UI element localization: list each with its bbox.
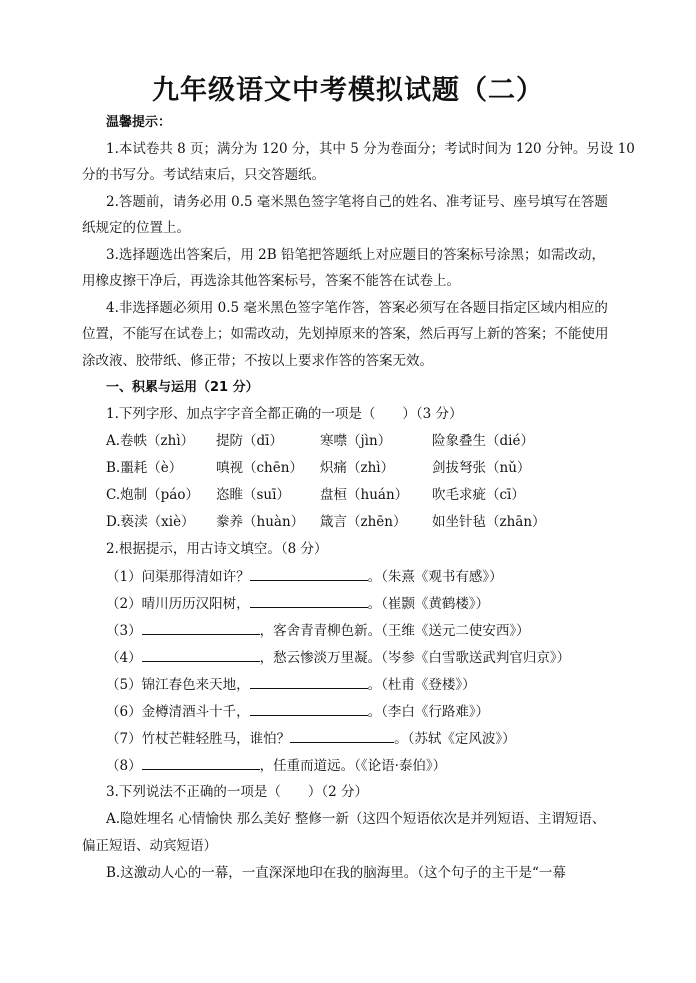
answer-blank[interactable] xyxy=(142,756,260,770)
answer-blank[interactable] xyxy=(250,567,368,581)
tips-line: 1.本试卷共 8 页；满分为 120 分，其中 5 分为卷面分；考试时间为 120 分钟。另设 10 xyxy=(106,141,635,157)
fill-item: （4） ，愁云惨淡万里凝。（岑参《白雪歌送武判官归京》） xyxy=(106,650,571,666)
answer-blank[interactable] xyxy=(142,648,260,662)
fill-item: （7）竹杖芒鞋轻胜马，谁怕？ 。（苏轼《定风波》） xyxy=(106,731,516,747)
q3-line: A.隐姓埋名 心情愉快 那么美好 整修一新（这四个短语依次是并列短语、主谓短语、 xyxy=(106,811,606,827)
page-title: 九年级语文中考模拟试题（二） xyxy=(152,75,544,106)
section-heading: 一、积累与运用（21 分） xyxy=(106,380,259,395)
answer-blank[interactable] xyxy=(250,702,368,716)
tips-line: 3.选择题选出答案后，用 2B 铅笔把答题纸上对应题目的答案标号涂黑；如需改动， xyxy=(106,247,605,263)
fill-item: （1）问渠那得清如许？ 。（朱熹《观书有感》） xyxy=(106,569,503,585)
option-b-3: 炽痛（zhì） xyxy=(320,460,395,476)
q3-line: B.这激动人心的一幕，一直深深地印在我的脑海里。（这个句子的主干是“一幕 xyxy=(106,865,566,881)
option-c-4: 吹毛求疵（cī） xyxy=(432,487,525,503)
option-a-3: 寒噤（jìn） xyxy=(320,433,392,449)
question-3-stem: 3.下列说法不正确的一项是（ ）（2 分） xyxy=(106,784,369,800)
fill-item: （2）晴川历历汉阳树， 。（崔颢《黄鹤楼》） xyxy=(106,596,490,612)
tips-line: 4.非选择题必须用 0.5 毫米黑色签字笔作答，答案必须写在各题目指定区域内相应的 xyxy=(106,300,608,316)
tips-heading: 温馨提示： xyxy=(106,115,172,130)
option-d-3: 箴言（zhēn） xyxy=(320,514,407,530)
option-a-1: A.卷帙（zhì） xyxy=(106,433,195,449)
option-c-1: C.炮制（páo） xyxy=(106,487,199,503)
tips-line: 2.答题前，请务必用 0.5 毫米黑色签字笔将自己的姓名、准考证号、座号填写在答题 xyxy=(106,194,608,210)
fill-item: （3） ，客舍青青柳色新。（王维《送元二使安西》） xyxy=(106,623,530,639)
fill-item: （5）锦江春色来天地， 。（杜甫《登楼》） xyxy=(106,677,476,693)
question-2-stem: 2.根据提示，用古诗文填空。（8 分） xyxy=(106,541,328,557)
option-c-2: 恣睢（suī） xyxy=(216,487,290,503)
option-b-1: B.噩耗（è） xyxy=(106,460,183,476)
option-a-2: 提防（dī） xyxy=(216,433,283,449)
answer-blank[interactable] xyxy=(142,621,260,635)
tips-line: 纸规定的位置上。 xyxy=(82,220,190,236)
answer-blank[interactable] xyxy=(250,675,368,689)
option-b-4: 剑拔弩张（nǔ） xyxy=(432,460,531,476)
option-d-1: D.亵渎（xiè） xyxy=(106,514,195,530)
fill-item: （8） ，任重而道远。（《论语·泰伯》） xyxy=(106,758,447,774)
option-a-4: 险象叠生（dié） xyxy=(432,433,534,449)
option-d-4: 如坐针毡（zhān） xyxy=(432,514,546,530)
tips-line: 位置，不能写在试卷上；如需改动，先划掉原来的答案，然后再写上新的答案；不能使用 xyxy=(82,326,609,342)
question-1-stem: 1.下列字形、加点字字音全都正确的一项是（ ）（3 分） xyxy=(106,406,463,422)
option-d-2: 豢养（huàn） xyxy=(216,514,305,530)
answer-blank[interactable] xyxy=(250,594,368,608)
answer-blank[interactable] xyxy=(290,729,394,743)
option-b-2: 嗔视（chēn） xyxy=(216,460,303,476)
tips-line: 用橡皮擦干净后，再选涂其他答案标号，答案不能答在试卷上。 xyxy=(82,273,460,289)
fill-item: （6）金樽清酒斗十千， 。（李白《行路难》） xyxy=(106,704,490,720)
q3-line: 偏正短语、动宾短语） xyxy=(82,838,217,854)
option-c-3: 盘桓（huán） xyxy=(320,487,409,503)
tips-line: 分的书写分。考试结束后，只交答题纸。 xyxy=(82,167,325,183)
tips-line: 涂改液、胶带纸、修正带；不按以上要求作答的答案无效。 xyxy=(82,353,433,369)
